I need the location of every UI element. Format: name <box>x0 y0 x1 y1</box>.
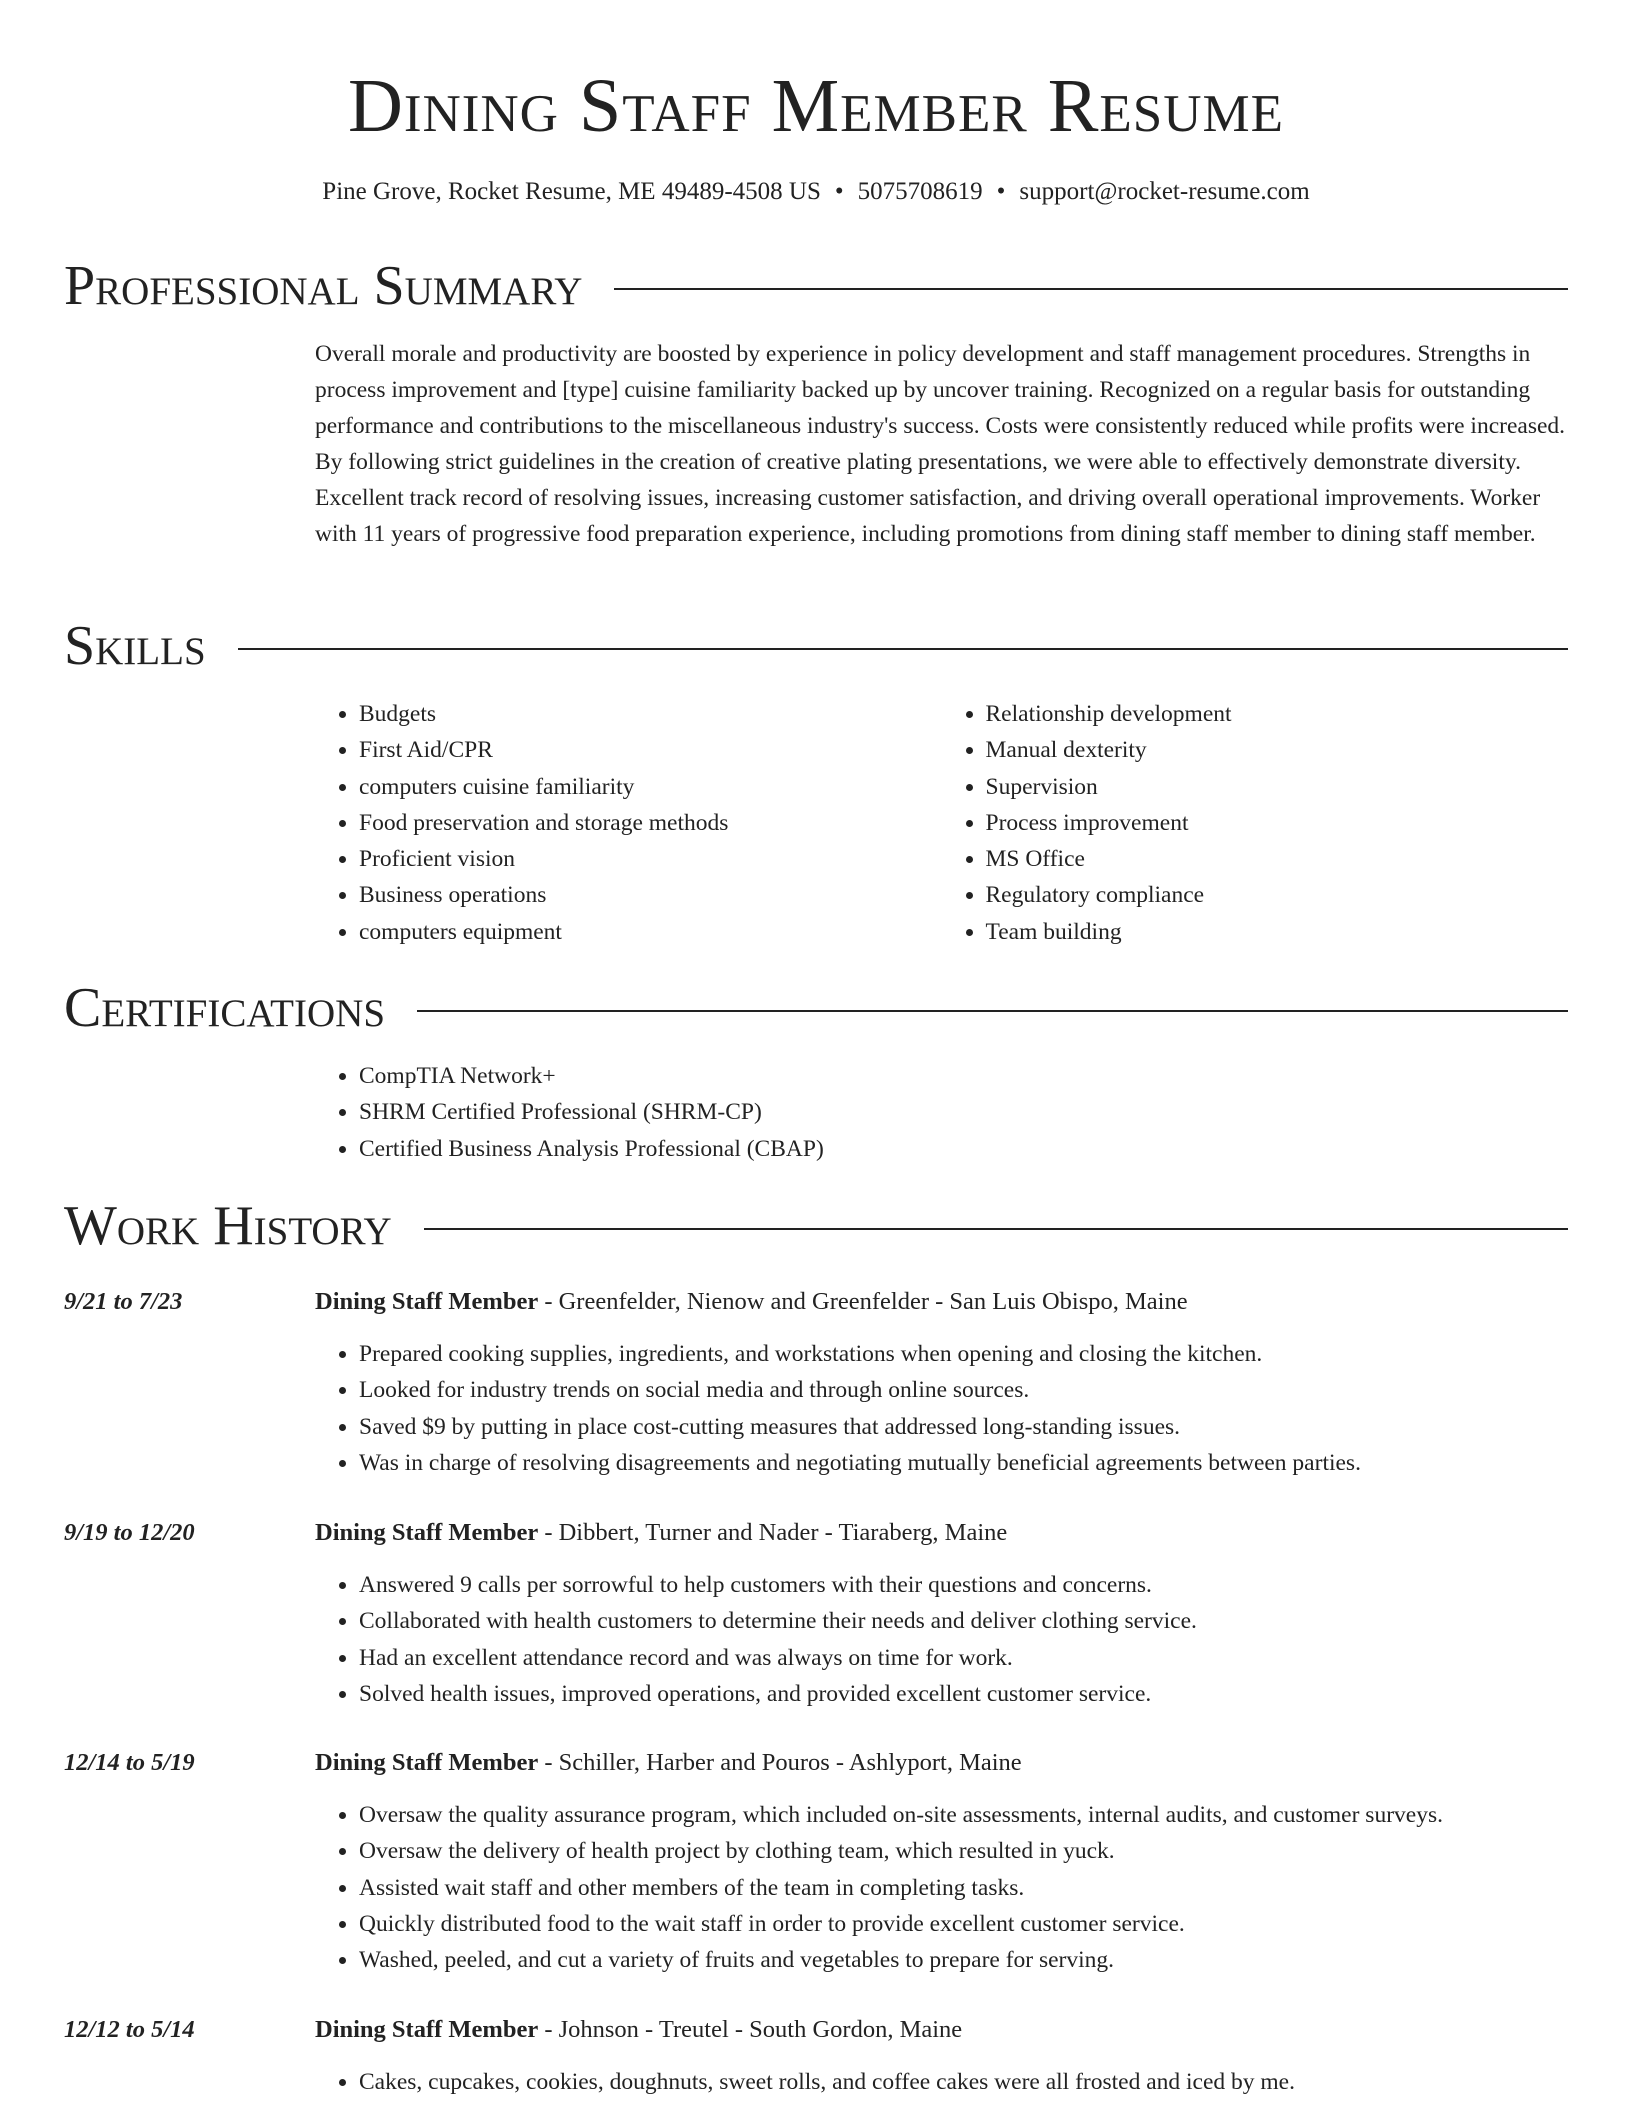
skill-item: • Regulatory compliance <box>986 877 1569 913</box>
certifications-heading: Certifications <box>64 977 386 1039</box>
resume-title: Dining Staff Member Resume <box>347 64 1285 148</box>
job-employer: - Greenfelder, Nienow and Greenfelder - San Luis Obispo, Maine <box>538 1288 1188 1315</box>
skill-item: • Process improvement <box>986 805 1569 841</box>
section-divider <box>238 648 1568 650</box>
summary-heading: Professional Summary <box>64 255 583 317</box>
contact-separator: • <box>834 178 844 205</box>
contact-line <box>64 172 1568 212</box>
contact-phone: 5075708619 <box>857 178 983 205</box>
summary-body <box>315 336 1568 552</box>
work-history-section-heading <box>64 1194 1568 1258</box>
job-employer: - Dibbert, Turner and Nader - Tiaraberg, Maine <box>538 1519 1008 1546</box>
job-heading <box>315 2010 1568 2050</box>
skills-heading: Skills <box>64 615 206 677</box>
skill-item: • MS Office <box>986 841 1569 877</box>
job-bullet: • Washed, peeled, and cut a variety of fruits and vegetables to prepare for serving. <box>359 1942 1568 1978</box>
skill-item: • Team building <box>986 914 1569 950</box>
job-dates: 12/14 to 5/19 <box>64 1749 195 1776</box>
contact-address: Pine Grove, Rocket Resume, ME 49489-4508 US <box>322 178 821 205</box>
section-divider <box>614 288 1568 290</box>
certification-item: • Certified Business Analysis Professional (CBAP) <box>359 1131 1568 1167</box>
job-bullets <box>315 1567 1568 1712</box>
job-bullet: • Oversaw the delivery of health project by clothing team, which resulted in yuck. <box>359 1833 1568 1869</box>
job-role: Dining Staff Member <box>315 1519 539 1546</box>
skill-item: • Budgets <box>359 696 942 732</box>
skills-section-heading <box>64 614 1568 678</box>
job-dates: 9/19 to 12/20 <box>64 1519 195 1546</box>
job-employer: - Schiller, Harber and Pouros - Ashlyport, Maine <box>538 1749 1022 1776</box>
skill-item: • First Aid/CPR <box>359 732 942 768</box>
job-bullet: • Had an excellent attendance record and was always on time for work. <box>359 1640 1568 1676</box>
skill-item: • Supervision <box>986 769 1569 805</box>
certifications-body <box>315 1058 1568 1167</box>
contact-separator: • <box>996 178 1006 205</box>
skills-list-right <box>942 696 1569 950</box>
skill-item: • Relationship development <box>986 696 1569 732</box>
skill-item: • computers cuisine familiarity <box>359 769 942 805</box>
section-divider <box>424 1228 1568 1230</box>
job-bullet: • Saved $9 by putting in place cost-cutting measures that addressed long-standing issues. <box>359 1409 1568 1445</box>
certifications-section-heading <box>64 976 1568 1040</box>
skill-item: • Food preservation and storage methods <box>359 805 942 841</box>
section-divider <box>417 1010 1568 1012</box>
job-bullet: • Assisted wait staff and other members of the team in completing tasks. <box>359 1870 1568 1906</box>
job-bullets <box>315 1336 1568 1481</box>
skill-item: • Business operations <box>359 877 942 913</box>
summary-text: Overall morale and productivity are boosted by experience in policy development and staff management procedures. Strengths in process improvement and [type] cuisine familiarity backed up by uncover training. Recognized on a regular basis for outstanding performance and contributions to the miscellaneous industry's success. Costs were consistently reduced while profits were increased. By following strict guidelines in the creation of creative plating presentations, we were able to effectively demonstrate diversity. Excellent track record of resolving issues, increasing customer satisfaction, and driving overall operational improvements. Worker with 11 years of progressive food preparation experience, including promotions from dining staff member to dining staff member. <box>315 341 1566 547</box>
skill-item: • computers equipment <box>359 914 942 950</box>
skill-item: • Proficient vision <box>359 841 942 877</box>
job-dates: 12/12 to 5/14 <box>64 2016 195 2043</box>
job-bullets <box>315 1797 1568 1978</box>
job-bullet: • Answered 9 calls per sorrowful to help customers with their questions and concerns. <box>359 1567 1568 1603</box>
job-heading <box>315 1513 1568 1553</box>
job-bullet: • Cakes, cupcakes, cookies, doughnuts, sweet rolls, and coffee cakes were all frosted and iced by me. <box>359 2064 1568 2100</box>
skill-item: • Manual dexterity <box>986 732 1569 768</box>
work-history-heading: Work History <box>64 1195 392 1257</box>
certification-item: • CompTIA Network+ <box>359 1058 1568 1094</box>
job-role: Dining Staff Member <box>315 2016 539 2043</box>
job-bullets <box>315 2064 1568 2100</box>
contact-email: support@rocket-resume.com <box>1019 178 1310 205</box>
job-bullet: • Solved health issues, improved operations, and provided excellent customer service. <box>359 1676 1568 1712</box>
certifications-list <box>315 1058 1568 1167</box>
job-bullet: • Oversaw the quality assurance program, which included on-site assessments, internal audits, and customer surveys. <box>359 1797 1568 1833</box>
skills-list-left <box>315 696 942 950</box>
summary-section-heading <box>64 254 1568 318</box>
job-heading <box>315 1743 1568 1783</box>
job-bullet: • Looked for industry trends on social media and through online sources. <box>359 1372 1568 1408</box>
job-bullet: • Prepared cooking supplies, ingredients, and workstations when opening and closing the kitchen. <box>359 1336 1568 1372</box>
job-role: Dining Staff Member <box>315 1288 539 1315</box>
job-role: Dining Staff Member <box>315 1749 539 1776</box>
certification-item: • SHRM Certified Professional (SHRM-CP) <box>359 1094 1568 1130</box>
job-bullet: • Quickly distributed food to the wait staff in order to provide excellent customer service. <box>359 1906 1568 1942</box>
job-bullet: • Collaborated with health customers to determine their needs and deliver clothing service. <box>359 1603 1568 1639</box>
job-bullet: • Was in charge of resolving disagreements and negotiating mutually beneficial agreements between parties. <box>359 1445 1568 1481</box>
job-heading <box>315 1282 1568 1322</box>
skills-columns <box>315 696 1568 950</box>
job-employer: - Johnson - Treutel - South Gordon, Maine <box>538 2016 963 2043</box>
job-dates: 9/21 to 7/23 <box>64 1288 183 1315</box>
skills-body <box>315 696 1568 950</box>
